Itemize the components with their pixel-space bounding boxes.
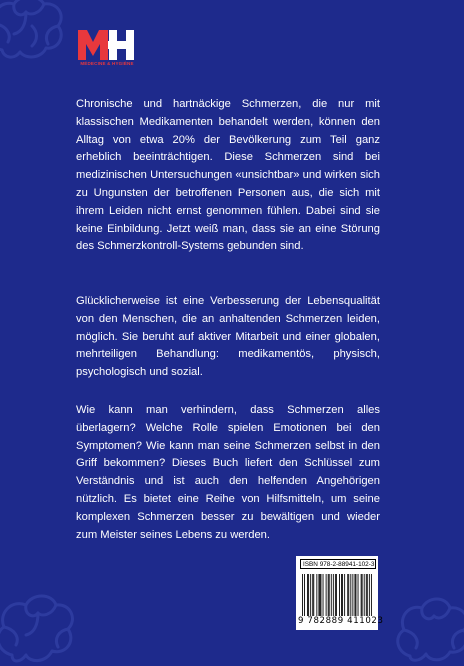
brain-icon (0, 585, 76, 665)
publisher-logo (78, 30, 136, 60)
brain-icon (392, 590, 464, 666)
blurb-paragraph-1: Chronische und hartnäckige Schmerzen, die nur mit klassischen Medikamenten behandelt werden, können den Alltag von etwa 20% der Bevölkerung zum Teil ganz erheblich beeinträchtigen. Diese Schmerzen sind bei medizinischen Untersuchungen «unsichtbar» und wirken sich zu Ungunsten der betroffenen Personen aus, die sich mit ihrem Leiden nicht ernst genommen fühlen. Dabei sind sie keine Einbildung. Jetzt weiß man, dass sie an eine Störung des Schmerzkontroll-Systems gebunden sind. (76, 98, 380, 253)
isbn-label: ISBN 978-2-88941-102-3 (300, 559, 376, 569)
blurb-paragraph-2: Glücklicherweise ist eine Verbesserung der Lebensqualität von den Menschen, die an anhaltenden Schmerzen leiden, möglich. Sie beruht auf aktiver Mitarbeit und einer globalen, mehrteiligen Behandlung: medikamentös, physisch, psychologisch und sozial. (76, 295, 380, 379)
isbn-barcode (296, 556, 384, 630)
ean-digits: 9 782889 411023 (298, 616, 384, 626)
barcode-bars (302, 574, 372, 616)
brain-icon (0, 0, 68, 66)
publisher-tagline: MÉDECINE & HYGIÈNE (80, 61, 134, 66)
blurb-paragraph-3: Wie kann man verhindern, dass Schmerzen alles überlagern? Welche Rolle spielen Emotionen bei den Symptomen? Wie kann man seine Schmerzen selbst in den Griff bekommen? Dieses Buch liefert den Schlüssel zum Verständnis und ist auch den helfenden Angehörigen nützlich. Es bietet eine Reihe von Hilfsmitteln, um seine komplexen Schmerzen besser zu bewältigen und wieder zum Meister seines Lebens zu werden. (76, 404, 380, 541)
